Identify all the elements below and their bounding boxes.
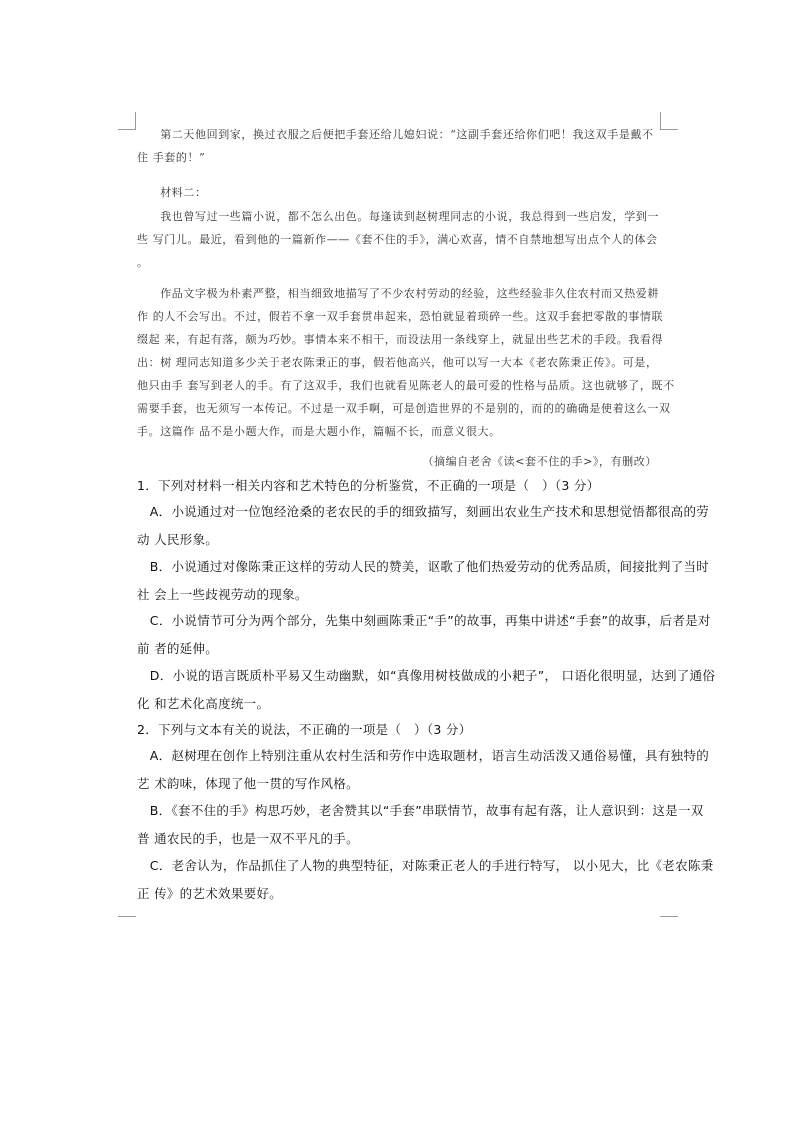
- text-line: 出：树 理同志知道多少关于老农陈秉正的事，假若他高兴，他可以写一大本《老农陈秉正传》。可是，: [137, 356, 658, 369]
- text-line: 些 写门儿。最近，看到他的一篇新作——《套不住的手》，满心欢喜，情不自禁地想写出点个人的体会: [137, 233, 658, 246]
- crop-mark-top-left-vertical: [135, 112, 136, 130]
- crop-mark-top-left-horizontal: [118, 129, 136, 130]
- question-2-option-b: [137, 797, 704, 853]
- text-line: 住 手套的！”: [137, 151, 206, 164]
- crop-mark-top-right-vertical: [660, 112, 661, 130]
- text-line: 手。这篇作 品不是小题大作，而是大题小作，篇幅不长，而意义很大。: [137, 425, 501, 438]
- option-text: B．小说通过对像陈秉正这样的劳动人民的赞美，讴歌了他们热爱劳动的优秀品质，间接批判了当时: [137, 559, 710, 574]
- option-text: C．老舍认为，作品抓住了人物的典型特征，对陈秉正老人的手进行特写， 以小见大，比《老农陈秉: [137, 858, 714, 873]
- text-line: 需要手套，也无须写一本传记。不过是一双手啊，可是创造世界的不是别的，而的的确确是使着这么一双: [137, 402, 671, 415]
- text-line: 作 的人不会写出。不过，假若不拿一双手套贯串起来，恐怕就显着琐碎一些。这双手套把零散的事情联: [137, 310, 664, 323]
- material2-heading: [137, 181, 657, 204]
- material2-paragraph-1: [137, 205, 657, 274]
- option-text: 化 和艺术化高度统一。: [137, 696, 270, 711]
- option-text: A．小说通过对一位饱经沧桑的老农民的手的细致描写，刻画出农业生产技术和思想觉悟都很高的劳: [137, 504, 710, 519]
- text-line: 缀起 来，有起有落，颇为巧妙。事情本来不相干，而设法用一条线穿上，就显出些艺术的手段。我看得: [137, 333, 664, 346]
- crop-mark-bottom-left: [118, 916, 136, 917]
- crop-mark-top-right-horizontal: [660, 129, 678, 130]
- option-text: 艺 术韵味，体现了他一贯的写作风格。: [137, 776, 359, 791]
- question-1-option-c: [137, 607, 711, 663]
- question-1-option-b: [137, 553, 710, 609]
- question-1-option-d: [137, 662, 716, 718]
- text-line: 第二天他回到家，换过衣服之后便把手套还给儿媳妇说：“这副手套还给你们吧！我这双手是戴不: [137, 128, 654, 141]
- crop-mark-bottom-right: [660, 916, 678, 917]
- option-text: A．赵树理在创作上特别注重从农村生活和劳作中选取题材，语言生动活泼又通俗易懂，具有独特的: [137, 748, 710, 763]
- source-citation: [137, 450, 657, 473]
- option-text: B．《套不住的手》构思巧妙，老舍赞其以“手套”串联情节，故事有起有落，让人意识到：这是一双: [137, 803, 704, 818]
- question-text: 2．下列与文本有关的说法，不正确的一项是（ ）（3 分）: [137, 722, 472, 737]
- option-text: D．小说的语言既质朴平易又生动幽默，如“真像用树枝做成的小耙子”， 口语化很明显，达到了通俗: [137, 668, 716, 683]
- citation-text: （摘编自老舍《读<套不住的手>》，有删改）: [422, 455, 657, 468]
- question-1-stem: [137, 472, 657, 500]
- option-text: 正 传》的艺术效果要好。: [137, 886, 283, 901]
- question-2-stem: [137, 716, 657, 744]
- option-text: 动 人民形象。: [137, 532, 219, 547]
- text-line: 我也曾写过一些篇小说，都不怎么出色。每逢读到赵树理同志的小说，我总得到一些启发，学到一: [137, 210, 659, 223]
- option-text: 前 者的延伸。: [137, 641, 219, 656]
- text-line: 。: [137, 256, 149, 269]
- material1-ending: [137, 123, 657, 169]
- text-line: 作品文字极为朴素严整，相当细致地描写了不少农村劳动的经验，这些经验非久住农村而又热爱耕: [137, 287, 659, 300]
- question-1-option-a: [137, 498, 710, 554]
- text-line: 他只由手 套写到老人的手。有了这双手，我们也就看见陈老人的最可爱的性格与品质。这也就够了，既不: [137, 379, 675, 392]
- option-text: C．小说情节可分为两个部分，先集中刻画陈秉正“手”的故事，再集中讲述“手套”的故事，后者是对: [137, 613, 711, 628]
- question-text: 1．下列对材料一相关内容和艺术特色的分析鉴赏，不正确的一项是（ ）（3 分）: [137, 478, 600, 493]
- option-text: 普 通农民的手，也是一双不平凡的手。: [137, 831, 359, 846]
- question-2-option-c: [137, 852, 714, 908]
- material2-paragraph-2: [137, 282, 675, 443]
- section-heading: 材料二：: [137, 186, 207, 199]
- option-text: 社 会上一些歧视劳动的现象。: [137, 587, 308, 602]
- question-2-option-a: [137, 742, 710, 798]
